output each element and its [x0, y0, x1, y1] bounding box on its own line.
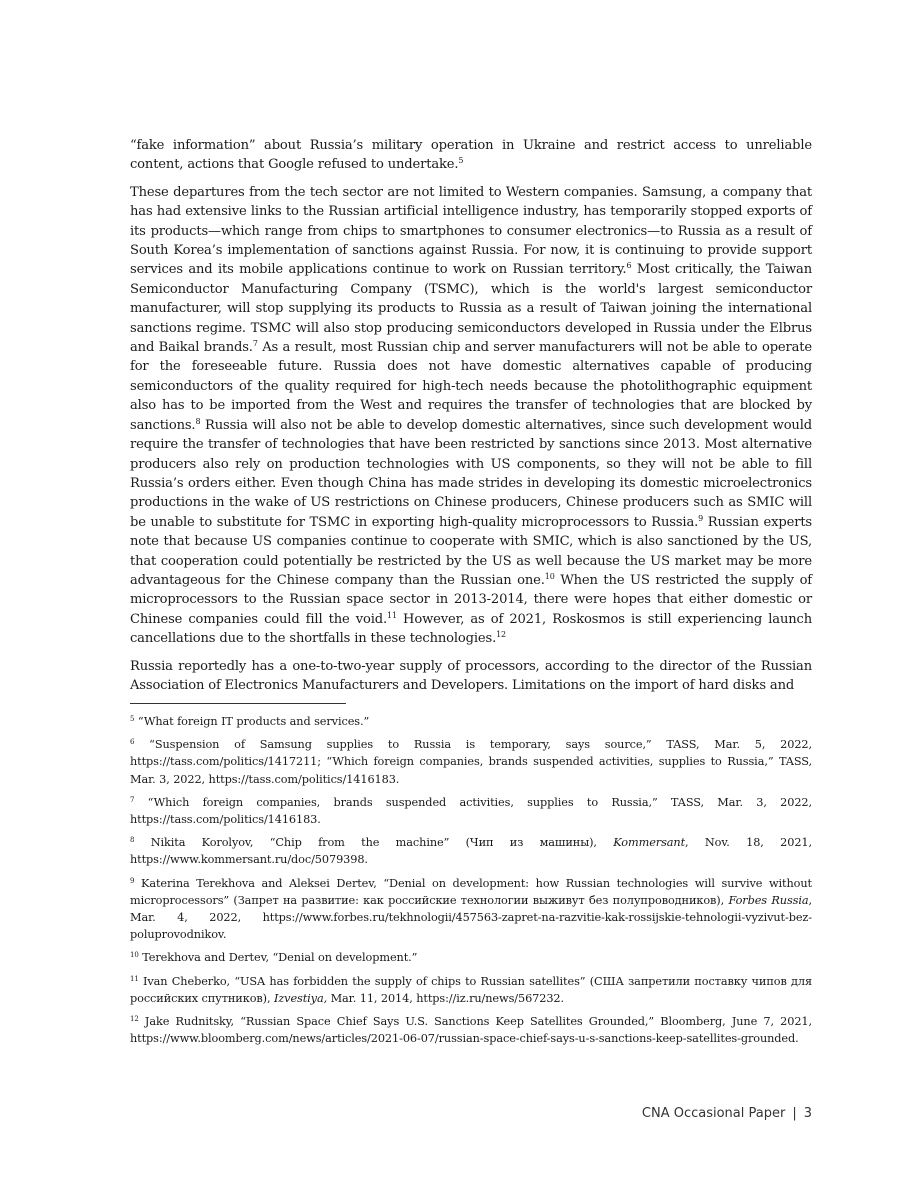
- footnote-text: “Which foreign companies, brands suspended activities, supplies to Russia,” TASS, Mar. 3, 2022, https://tass.com/politics/1416183.: [130, 795, 812, 827]
- paragraph-text: Most critically, the Taiwan Semiconductor Manufacturing Company (TSMC), which is the world's largest semiconductor manufacturer, will stop supplying its products to Russia as a result of Taiwan joining the international sanctions regime. TSMC will also stop producing semiconductors developed in Russia under the Elbrus and Baikal brands.: [130, 262, 812, 356]
- footnote-ref[interactable]: 9: [698, 513, 704, 523]
- footnote-number: 9: [130, 876, 135, 885]
- footnote-ref[interactable]: 5: [458, 156, 464, 166]
- paragraph-2: [130, 183, 812, 649]
- body-text: [130, 136, 812, 703]
- footnote-ref[interactable]: 11: [387, 610, 397, 620]
- publication-title: Forbes Russia: [728, 893, 809, 907]
- footnote-ref[interactable]: 6: [626, 261, 632, 271]
- paragraph-text: “fake information” about Russia’s military operation in Ukraine and restrict access to unreliable content, actions that Google refused to undertake.: [130, 138, 812, 173]
- paragraph-text: As a result, most Russian chip and server manufacturers will not be able to operate for the foreseeable future. Russia does not have domestic alternatives capable of producing semiconductors of the quality required for high-tech needs because the photolithographic equipment also has to be imported from the West and requires the transfer of technologies that are blocked by sanctions.: [130, 340, 812, 433]
- footnote-divider: [130, 703, 346, 704]
- page-footer: [642, 1106, 812, 1121]
- footnote-text: , Nov. 18, 2021, https://www.kommersant.ru/doc/5079398.: [130, 836, 812, 867]
- footnote-number: 12: [130, 1015, 139, 1024]
- publication-title: Izvestiya,: [273, 991, 328, 1005]
- footer-separator: |: [792, 1106, 797, 1121]
- footnote-10: [130, 949, 812, 966]
- footnote-ref[interactable]: 7: [252, 339, 258, 349]
- footnote-text: Terekhova and Dertev, “Denial on development.”: [138, 951, 418, 965]
- footnote-6: [130, 736, 812, 788]
- paragraph-text: Russia will also not be able to develop domestic alternatives, since such development would require the transfer of technologies that have been restricted by sanctions since 2013. Most alternative producers also rely on production technologies with US components, so they will not be able to fill Russia’s orders either. Even though China has made strides in developing its domestic microelectronics productions in the wake of US restrictions on Chinese producers, Chinese producers such as SMIC will be unable to substitute for TSMC in exporting high-quality microprocessors to Russia.: [130, 417, 812, 530]
- footnote-text: “Suspension of Samsung supplies to Russia is temporary, says source,” TASS, Mar. 5, 2022, https://tass.com/politics/1417211; “Which foreign companies, brands suspended activities, supplies to Russia,” TASS, Mar. 3, 2022, https://tass.com/politics/1416183.: [130, 738, 812, 786]
- footnote-number: 5: [130, 715, 135, 723]
- footnote-7: [130, 794, 812, 828]
- footnote-9: [130, 875, 812, 944]
- footnotes: [130, 713, 812, 1053]
- publication-title: Kommersant: [613, 836, 686, 850]
- publication-name: CNA Occasional Paper: [641, 1106, 786, 1121]
- footnote-11: [130, 973, 812, 1007]
- footnote-text: Katerina Terekhova and Aleksei Dertev, “Denial on development: how Russian technologies will survive without microprocessors” (Запрет на развитие: как российские технологии выживут без полупроводников),: [130, 876, 812, 907]
- footnote-5: [130, 713, 812, 730]
- footnote-number: 10: [130, 951, 139, 960]
- page-number: 3: [803, 1106, 812, 1121]
- footnote-number: 7: [130, 795, 135, 804]
- footnote-text: Jake Rudnitsky, “Russian Space Chief Says U.S. Sanctions Keep Satellites Grounded,” Bloomberg, June 7, 2021, https://www.bloomberg.com/news/articles/2021-06-07/russian-space-chief-says-u-s-sanctions-keep-satellites-grounded.: [130, 1015, 812, 1046]
- paragraph-text: When the US restricted the supply of microprocessors to the Russian space sector in 2013-2014, there were hopes that either domestic or Chinese companies could fill the void.: [130, 572, 812, 627]
- footnote-number: 11: [130, 974, 139, 983]
- footnote-text: , Mar. 4, 2022, https://www.forbes.ru/tekhnologii/457563-zapret-na-razvitie-kak-rossijskie-tehnologii-vyzivut-bez-poluprovodnikov.: [130, 893, 812, 942]
- footnote-text: Mar. 11, 2014, https://iz.ru/news/567232.: [327, 991, 565, 1005]
- paragraph-1: [130, 136, 812, 175]
- paragraph-text: These departures from the tech sector are not limited to Western companies. Samsung, a company that has had extensive links to the Russian artificial intelligence industry, has temporarily stopped exports of its products—which range from chips to smartphones to consumer electronics—to Russia as a result of South Korea’s implementation of sanctions against Russia. For now, it is continuing to provide support services and its mobile applications continue to work on Russian territory.: [130, 184, 812, 278]
- footnote-text: “What foreign IT products and services.”: [134, 715, 370, 728]
- footnote-number: 6: [130, 738, 135, 747]
- paragraph-3: Russia reportedly has a one-to-two-year supply of processors, according to the director of the Russian Association of Electronics Manufacturers and Developers. Limitations on the import of hard disks and: [130, 658, 812, 693]
- footnote-text: Ivan Cheberko, “USA has forbidden the supply of chips to Russian satellites” (США запретили поставку чипов для российских спутников),: [130, 974, 812, 1005]
- footnote-8: [130, 834, 812, 868]
- footnote-ref[interactable]: 10: [544, 571, 555, 581]
- paragraph-text: Russian experts note that because US companies continue to cooperate with SMIC, which is also sanctioned by the US, that cooperation could potentially be restricted by the US as well because the US market may be more advantageous for the Chinese company than the Russian one.: [130, 514, 812, 588]
- footnote-ref[interactable]: 8: [195, 416, 201, 426]
- footnote-ref[interactable]: 12: [496, 630, 506, 640]
- paragraph-text: However, as of 2021, Roskosmos is still experiencing launch cancellations due to the shortfalls in these technologies.: [130, 611, 812, 647]
- footnote-12: [130, 1013, 812, 1047]
- footnote-text: Nikita Korolyov, “Chip from the machine” (Чип из машины),: [134, 836, 614, 850]
- footnote-number: 8: [130, 836, 135, 845]
